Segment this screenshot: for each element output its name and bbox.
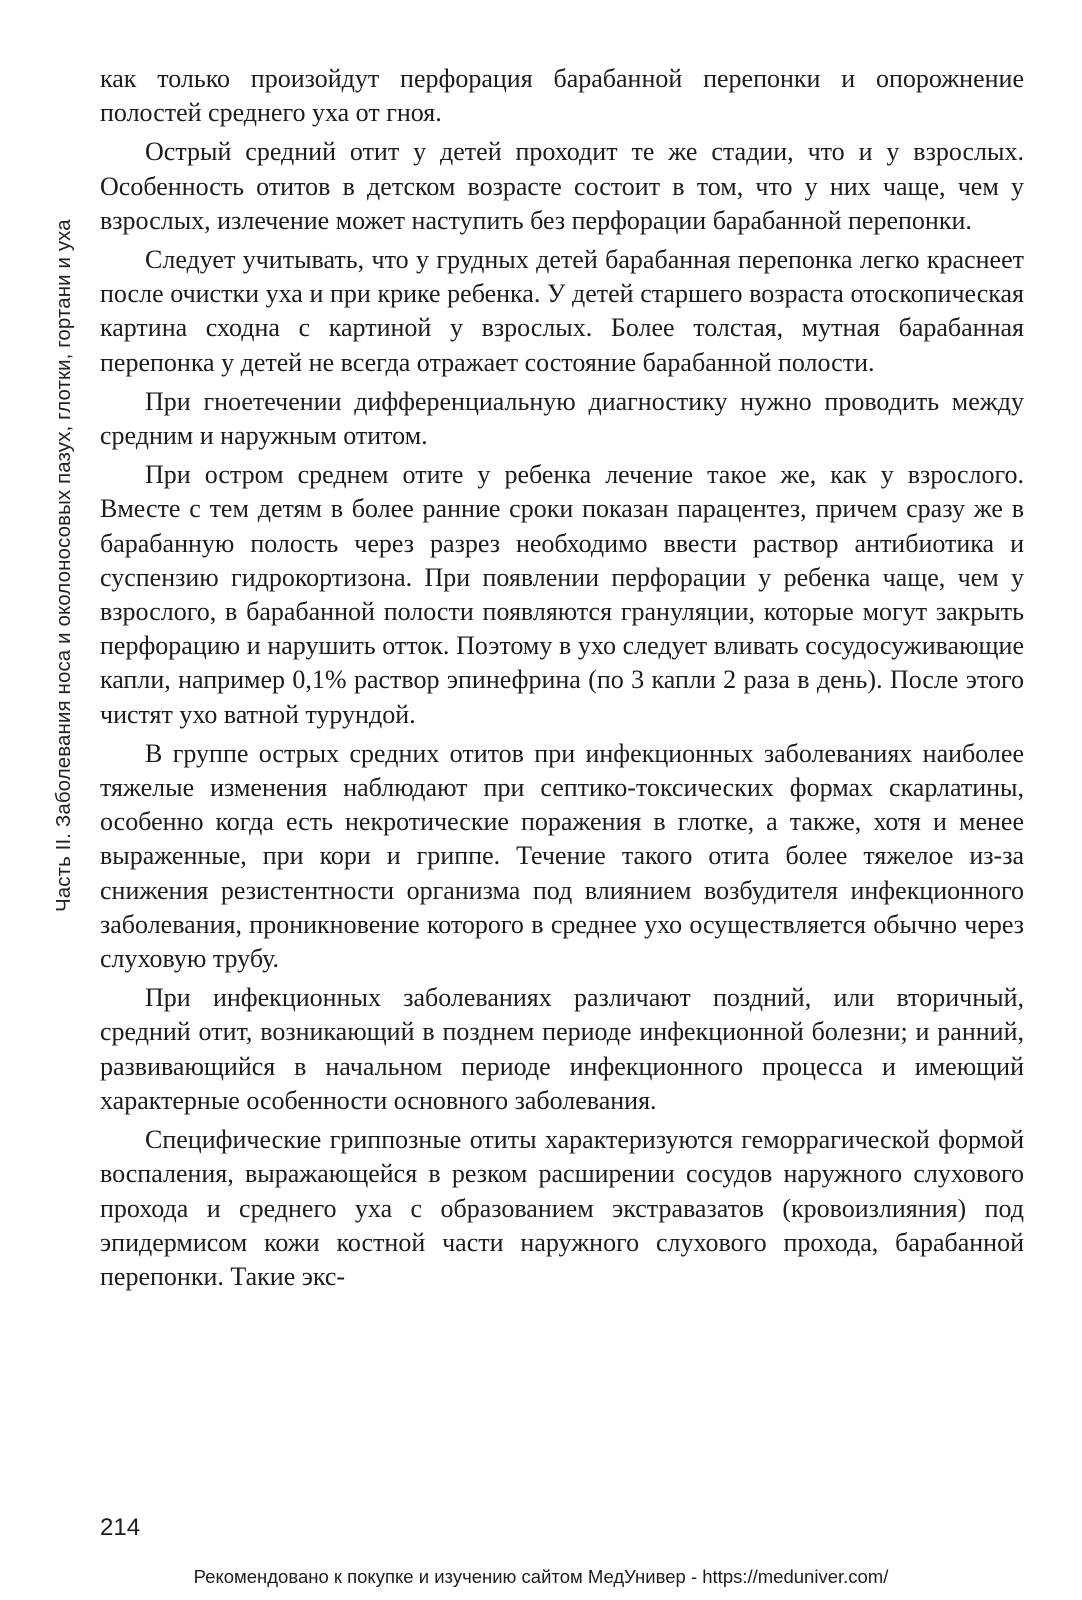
page-number: 214	[100, 1514, 141, 1541]
paragraph: Острый средний отит у детей проходит те же стадии, что и у взрослых. Особенность отитов в детском возрасте состоит в том, что у них чаще, чем у взрослых, излечение может наступить без перфорации барабанной перепонки.	[100, 137, 1024, 235]
paragraph-continued: как только произойдут перфорация барабанной перепонки и опорожнение полостей среднего уха от гноя.	[100, 64, 1024, 128]
footer-note: Рекомендовано к покупке и изучению сайтом МедУнивер - https://meduniver.com/	[193, 1566, 889, 1587]
paragraph: Следует учитывать, что у грудных детей барабанная перепонка легко краснеет после очистки уха и при крике ребенка. У детей старшего возраста отоскопическая картина сходна с картиной у взрослых. Более толстая, мутная барабанная перепонка у детей не всегда отражает состояние барабанной полости.	[100, 245, 1024, 377]
paragraph: Специфические гриппозные отиты характеризуются геморрагической формой воспаления, выражающейся в резком расширении сосудов наружного слухового прохода и среднего уха с образованием экстравазатов (кровоизлияния) под эпидермисом кожи костной части наружного слухового прохода, барабанной перепонки. Такие экс-	[100, 1125, 1024, 1291]
paragraph: При гноетечении дифференциальную диагностику нужно проводить между средним и наружным отитом.	[100, 386, 1024, 451]
paragraph: При инфекционных заболеваниях различают поздний, или вторичный, средний отит, возникающий в позднем периоде инфекционной болезни; и ранний, развивающийся в начальном периоде инфекционного процесса и имеющий характерные особенности основного заболевания.	[100, 983, 1024, 1115]
running-head: Часть II. Заболевания носа и околоносовых пазух, глотки, гортани и уха	[52, 219, 75, 912]
paragraph: При остром среднем отите у ребенка лечение такое же, как у взрослого. Вместе с тем детям в более ранние сроки показан парацентез, причем сразу же в барабанную полость через разрез необходимо ввести раствор антибиотика и суспензию гидрокортизона. При появлении перфорации у ребенка чаще, чем у взрослого, в барабанной полости появляются грануляции, которые могут закрыть перфорацию и нарушить отток. Поэтому в ухо следует вливать сосудосуживающие капли, например 0,1% раствор эпинефрина (по 3 капли 2 раза в день). После этого чистят ухо ватной турундой.	[100, 460, 1024, 729]
paragraph: В группе острых средних отитов при инфекционных заболеваниях наиболее тяжелые изменения наблюдают при септико-токсических формах скарлатины, особенно когда есть некротические поражения в глотке, а также, хотя и менее выраженные, при кори и гриппе. Течение такого отита более тяжелое из-за снижения резистентности организма под влиянием возбудителя инфекционного заболевания, проникновение которого в среднее ухо осуществляется обычно через слуховую трубу.	[100, 738, 1024, 974]
page-body	[100, 62, 1024, 1294]
